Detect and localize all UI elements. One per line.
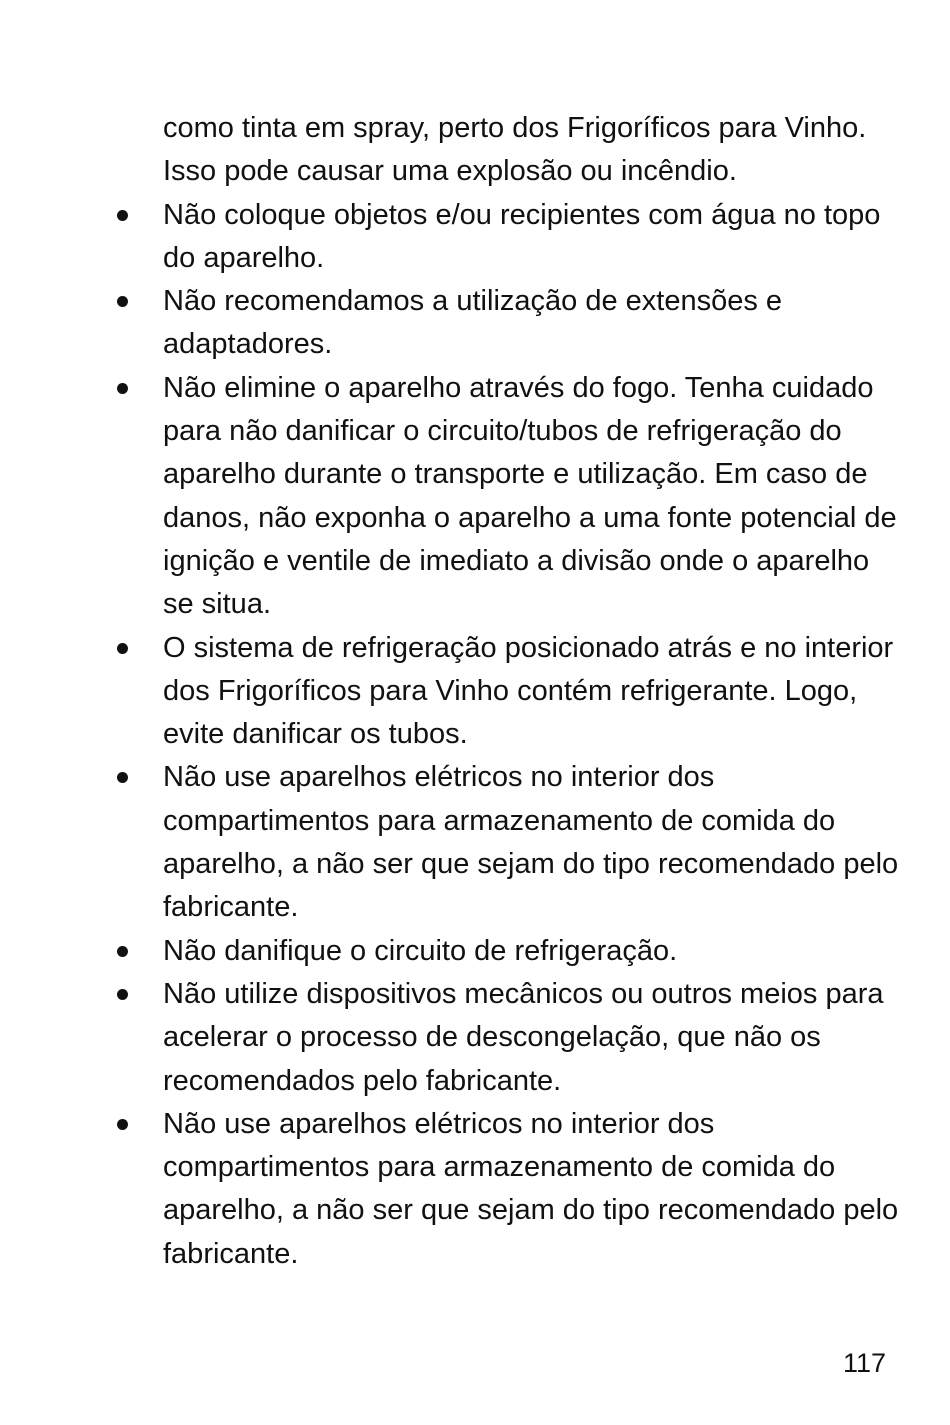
safety-instructions [112, 107, 902, 1276]
bullet-text: Não elimine o aparelho através do fogo. Tenha cuidado para não danificar o circuito/tubos de refrigeração do aparelho durante o transporte e utilização. Em caso de danos, não exponha o aparelho a uma fonte potencial de ignição e ventile de imediato a divisão onde o aparelho se situa. [163, 371, 897, 621]
bullet-text: Não coloque objetos e/ou recipientes com água no topo do aparelho. [163, 198, 881, 274]
bullet-icon [117, 1119, 128, 1130]
bullet-item [112, 973, 902, 1103]
bullet-item [112, 756, 902, 929]
bullet-icon [117, 772, 128, 783]
continuation-paragraph: como tinta em spray, perto dos Frigoríficos para Vinho. Isso pode causar uma explosão ou incêndio. [163, 112, 867, 188]
bullet-item [112, 1103, 902, 1276]
bullet-text: Não use aparelhos elétricos no interior dos compartimentos para armazenamento de comida do aparelho, a não ser que sejam do tipo recomendado pelo fabricante. [163, 761, 899, 924]
bullet-text: Não use aparelhos elétricos no interior dos compartimentos para armazenamento de comida do aparelho, a não ser que sejam do tipo recomendado pelo fabricante. [163, 1107, 899, 1270]
safety-bullet-list [112, 194, 902, 1276]
bullet-icon [117, 210, 128, 221]
bullet-item [112, 194, 902, 281]
bullet-icon [117, 383, 128, 394]
page-number: 117 [842, 1348, 886, 1378]
bullet-text: Não recomendamos a utilização de extensões e adaptadores. [163, 285, 783, 361]
bullet-icon [117, 946, 128, 957]
bullet-item [112, 280, 902, 367]
bullet-icon [117, 643, 128, 654]
bullet-item [112, 627, 902, 757]
bullet-item [112, 367, 902, 627]
bullet-text: Não danifique o circuito de refrigeração. [163, 934, 678, 967]
bullet-item [112, 930, 902, 973]
bullet-text: Não utilize dispositivos mecânicos ou outros meios para acelerar o processo de descongelação, que não os recomendados pelo fabricante. [163, 977, 884, 1097]
bullet-icon [117, 296, 128, 307]
bullet-text: O sistema de refrigeração posicionado atrás e no interior dos Frigoríficos para Vinho contém refrigerante. Logo, evite danificar os tubos. [163, 631, 894, 751]
bullet-icon [117, 989, 128, 1000]
